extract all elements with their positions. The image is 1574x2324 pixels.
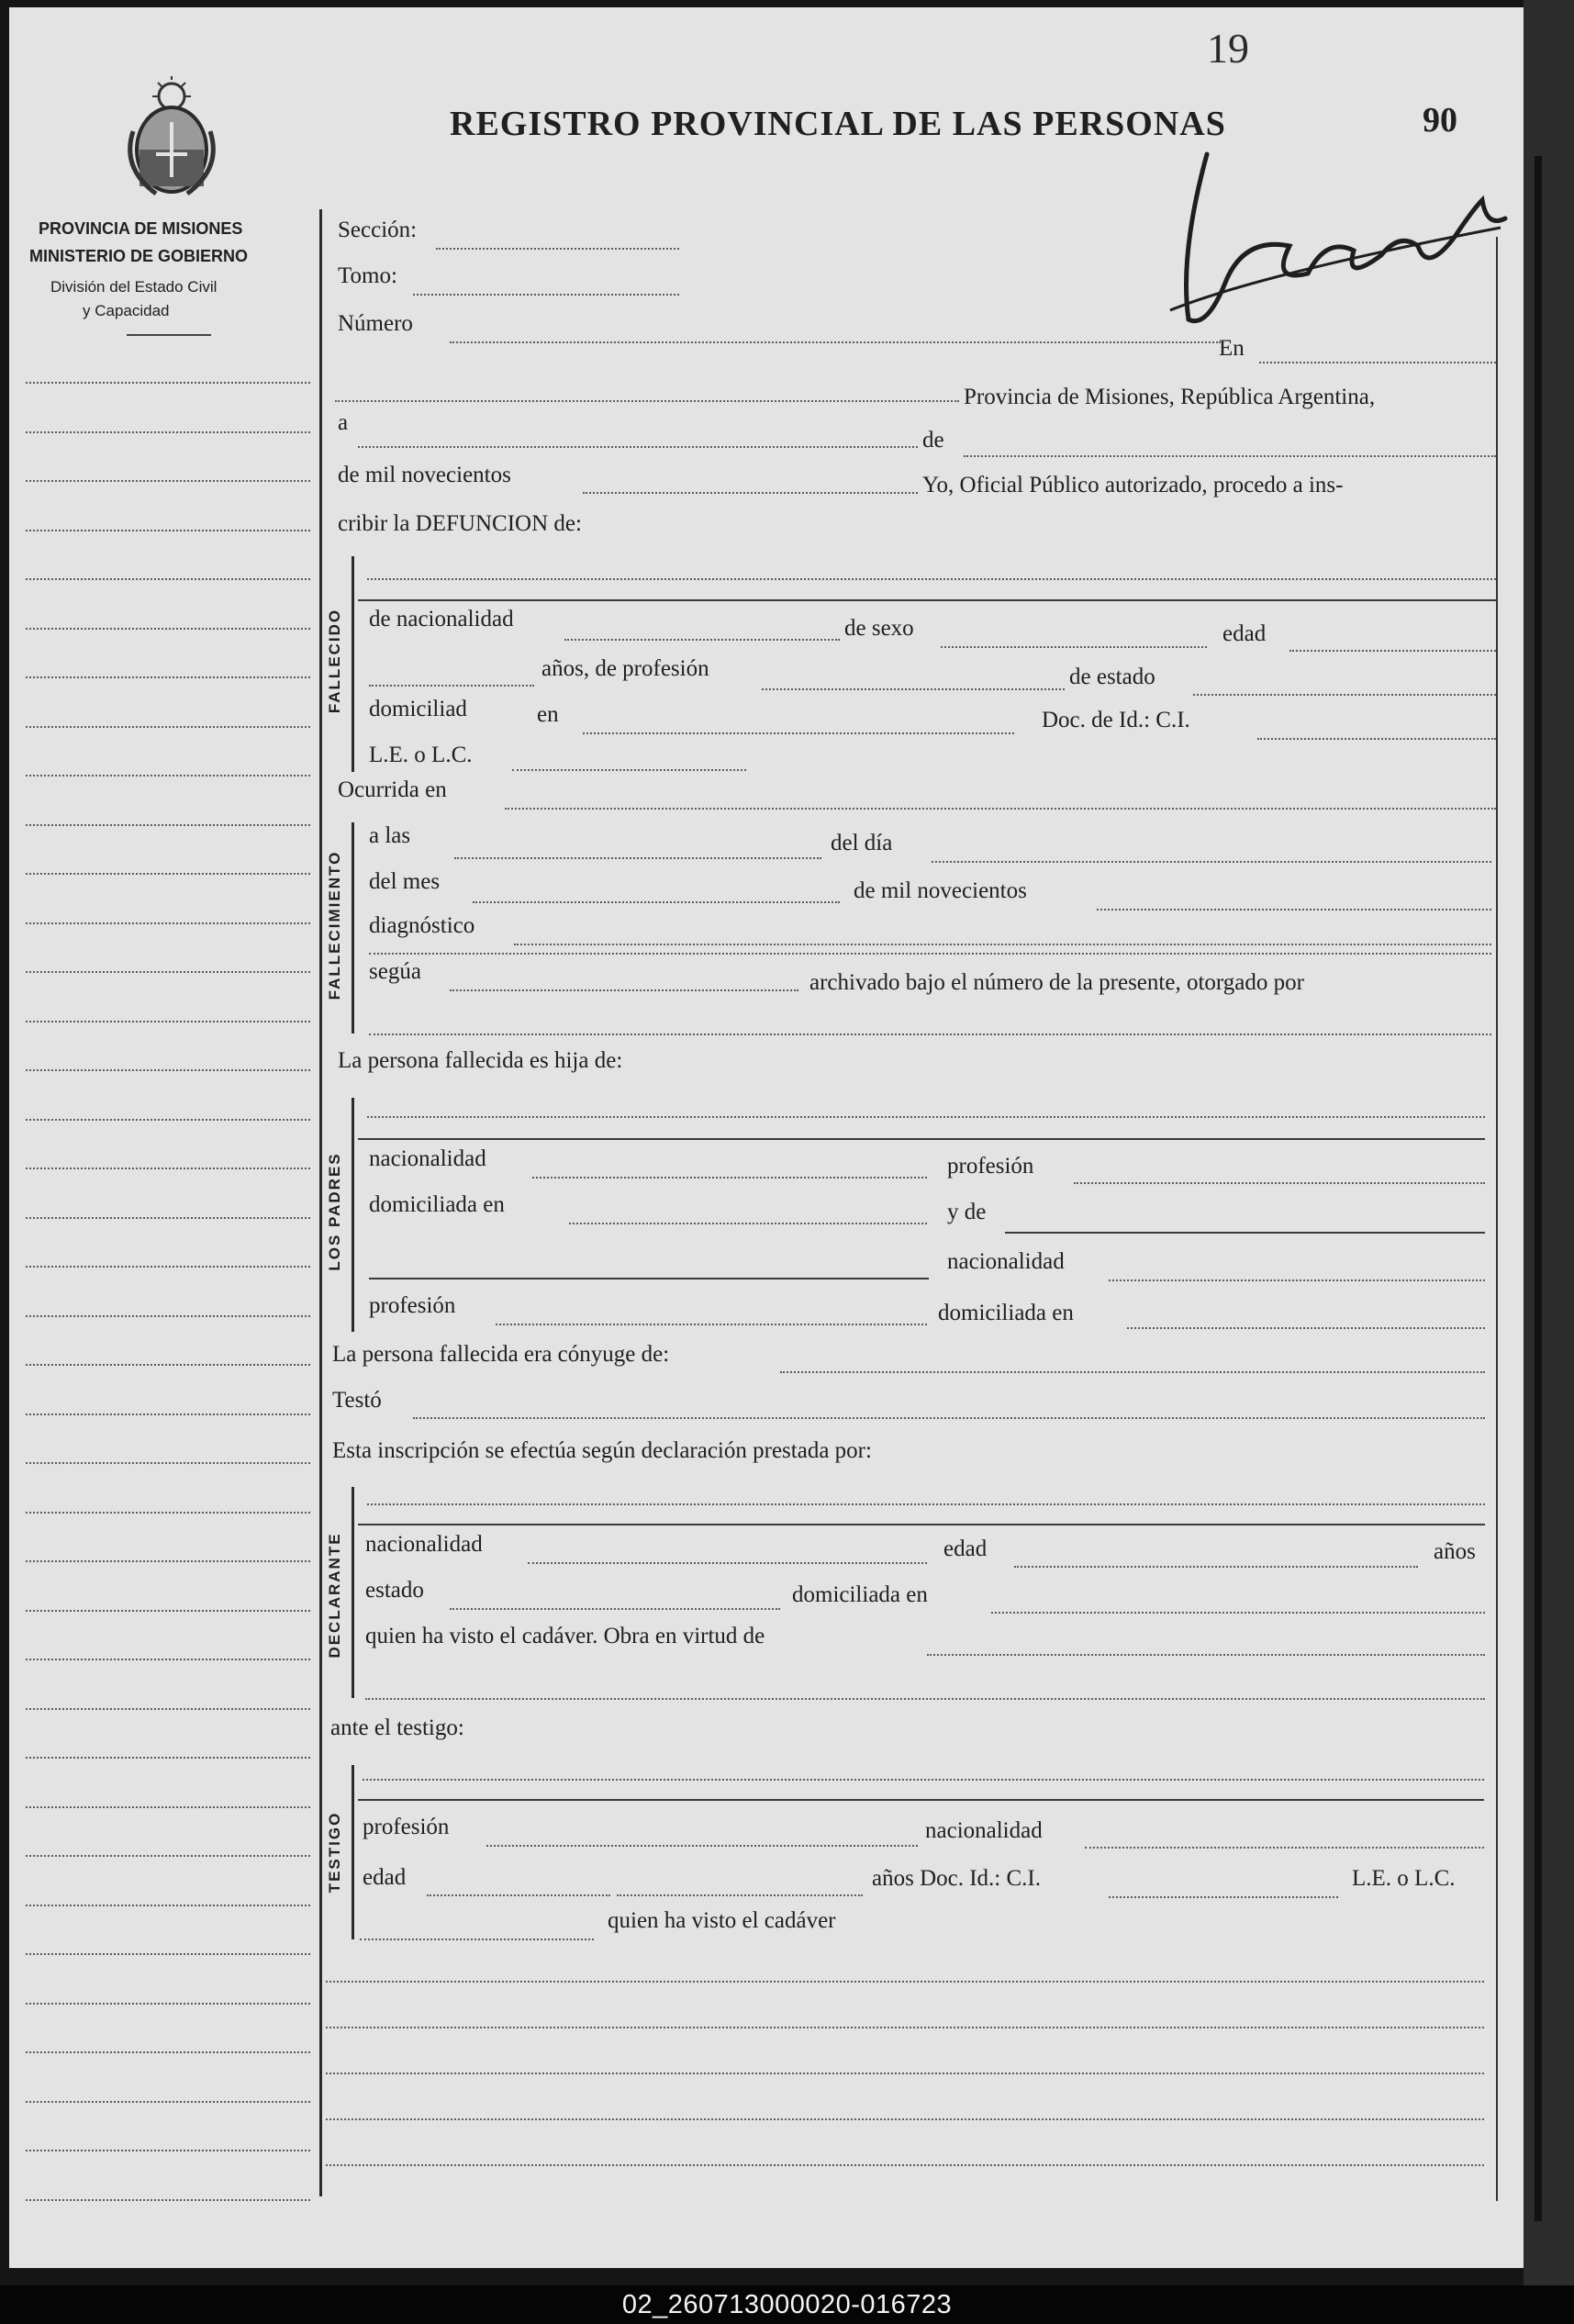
field-declarante-edad[interactable] [1014, 1566, 1418, 1568]
notes-line[interactable] [326, 2073, 1484, 2074]
field-madre-profesion[interactable] [496, 1324, 927, 1325]
label-declarante-edad: edad [943, 1536, 988, 1561]
label-anos-profesion: años, de profesión [541, 656, 709, 681]
coat-of-arms-emblem [119, 76, 225, 205]
label-testigo-le-lc: L.E. o L.C. [1352, 1866, 1456, 1891]
label-estado: de estado [1069, 665, 1155, 689]
notes-line[interactable] [326, 1981, 1484, 1983]
field-location[interactable] [335, 400, 959, 402]
margin-line[interactable] [26, 578, 310, 580]
province-name: PROVINCIA DE MISIONES [39, 219, 243, 238]
field-tomo[interactable] [413, 294, 679, 296]
field-testigo-edad-cont[interactable] [617, 1894, 863, 1896]
ministry-name: MINISTERIO DE GOBIERNO [29, 247, 249, 265]
right-border [1496, 237, 1498, 2201]
field-declarante-domicilio[interactable] [991, 1612, 1485, 1614]
margin-line[interactable] [26, 382, 310, 384]
margin-line[interactable] [26, 775, 310, 777]
margin-line[interactable] [26, 1315, 310, 1317]
margin-line[interactable] [26, 726, 310, 728]
margin-line[interactable] [26, 628, 310, 630]
field-obra-cont[interactable] [365, 1698, 1485, 1700]
bracket-padres [352, 1098, 354, 1332]
label-oficial: Yo, Oficial Público autorizado, procedo a ins- [922, 473, 1344, 497]
field-testigo-edad[interactable] [427, 1894, 610, 1896]
label-en: En [1219, 336, 1245, 361]
margin-line[interactable] [26, 1364, 310, 1366]
field-year[interactable] [583, 492, 918, 494]
margin-line[interactable] [26, 1855, 310, 1857]
field-obra-en-virtud[interactable] [927, 1654, 1485, 1656]
label-conyuge: La persona fallecida era cónyuge de: [332, 1342, 670, 1367]
margin-line[interactable] [26, 1069, 310, 1071]
field-profesion[interactable] [762, 688, 1065, 690]
label-sexo: de sexo [844, 616, 914, 641]
declarante-top-rule [358, 1524, 1485, 1525]
notes-line[interactable] [326, 2027, 1484, 2028]
label-de: de [922, 428, 944, 453]
label-le-lc: L.E. o L.C. [369, 743, 473, 767]
padres-top-rule [358, 1138, 1485, 1140]
label-testigo-nacionalidad: nacionalidad [925, 1818, 1043, 1843]
margin-line[interactable] [26, 530, 310, 531]
field-de[interactable] [964, 455, 1496, 457]
image-id-caption: 02_260713000020-016723 [0, 2285, 1574, 2324]
margin-line[interactable] [26, 1119, 310, 1121]
margin-line[interactable] [26, 676, 310, 678]
margin-line[interactable] [26, 1610, 310, 1612]
handwritten-signature [1152, 145, 1510, 342]
field-edad[interactable] [1289, 650, 1496, 652]
field-mes[interactable] [473, 901, 840, 903]
bracket-fallecido [352, 556, 354, 772]
field-ocurrida-en[interactable] [505, 808, 1496, 810]
label-del-mes: del mes [369, 869, 441, 894]
margin-line[interactable] [26, 873, 310, 875]
margin-line[interactable] [26, 431, 310, 433]
stamp-number: 90 [1423, 101, 1457, 140]
field-testigo-le-lc[interactable] [360, 1939, 594, 1940]
field-sexo[interactable] [941, 646, 1207, 648]
margin-line[interactable] [26, 1560, 310, 1562]
margin-line[interactable] [26, 1905, 310, 1906]
margin-line[interactable] [26, 922, 310, 924]
margin-line[interactable] [26, 1217, 310, 1219]
label-a-las: a las [369, 823, 411, 848]
margin-line[interactable] [26, 2150, 310, 2151]
label-declarante-estado: estado [365, 1578, 424, 1603]
label-madre-profesion: profesión [369, 1293, 456, 1318]
label-declarante-domicilio: domiciliada en [792, 1582, 928, 1607]
label-archivado: archivado bajo el número de la presente, otorgado por [809, 970, 1304, 995]
field-segun[interactable] [450, 989, 798, 991]
field-nacionalidad[interactable] [564, 639, 840, 641]
field-anos[interactable] [369, 685, 534, 687]
label-padre-profesion: profesión [947, 1154, 1034, 1179]
margin-line[interactable] [26, 1757, 310, 1759]
label-seccion: Sección: [338, 218, 418, 242]
label-madre-nacionalidad: nacionalidad [947, 1249, 1065, 1274]
section-fallecimiento: FALLECIMIENTO [326, 850, 343, 1000]
field-madre-name-cont[interactable] [369, 1278, 929, 1279]
field-le-lc[interactable] [512, 769, 746, 771]
field-testigo-ci[interactable] [1109, 1896, 1338, 1898]
field-testigo-nacionalidad[interactable] [1085, 1847, 1484, 1849]
margin-line[interactable] [26, 1806, 310, 1808]
label-de-mil-novecientos: de mil novecientos [338, 463, 511, 487]
field-domicilio[interactable] [583, 732, 1014, 734]
page-number: 19 [1207, 25, 1249, 72]
section-padres: LOS PADRES [326, 1152, 343, 1271]
field-seccion[interactable] [436, 248, 679, 250]
margin-line[interactable] [26, 1708, 310, 1710]
field-hora[interactable] [454, 857, 821, 859]
label-segun: segúa [369, 959, 421, 984]
label-nacionalidad: de nacionalidad [369, 607, 514, 631]
label-testigo-doc: años Doc. Id.: C.I. [872, 1866, 1041, 1891]
field-diagnostico[interactable] [514, 944, 1491, 945]
notes-line[interactable] [326, 2118, 1484, 2120]
margin-line[interactable] [26, 1266, 310, 1268]
margin-line[interactable] [26, 1659, 310, 1660]
field-numero[interactable] [450, 341, 1221, 343]
bracket-testigo [352, 1765, 354, 1939]
margin-line[interactable] [26, 2101, 310, 2103]
margin-line[interactable] [26, 1168, 310, 1169]
margin-line[interactable] [26, 480, 310, 482]
margin-line[interactable] [26, 2003, 310, 2005]
label-doc-id: Doc. de Id.: C.I. [1042, 708, 1190, 732]
field-fallecimiento-year[interactable] [1097, 909, 1491, 911]
notes-line[interactable] [326, 2164, 1484, 2166]
field-padre-domicilio[interactable] [569, 1223, 927, 1224]
field-madre-domicilio[interactable] [1127, 1327, 1485, 1329]
fallecido-top-rule [358, 599, 1496, 601]
field-ci[interactable] [1257, 738, 1496, 740]
margin-line[interactable] [26, 1953, 310, 1955]
field-testo[interactable] [413, 1417, 1485, 1419]
label-declaracion: Esta inscripción se efectúa según declaración prestada por: [332, 1438, 872, 1463]
division-line-1: División del Estado Civil [50, 278, 218, 296]
label-tomo: Tomo: [338, 263, 397, 288]
label-declarante-cadaver: quien ha visto el cadáver. Obra en virtud de [365, 1624, 765, 1648]
margin-line[interactable] [26, 2051, 310, 2053]
label-declarante-anos: años [1434, 1539, 1476, 1564]
field-declarante-nacionalidad[interactable] [528, 1562, 927, 1564]
label-en-domicilio: en [537, 702, 559, 727]
margin-line[interactable] [26, 2199, 310, 2201]
label-edad: edad [1222, 621, 1267, 646]
label-testigo-edad: edad [363, 1865, 407, 1890]
label-fallecimiento-year: de mil novecientos [854, 878, 1027, 903]
margin-line[interactable] [26, 1021, 310, 1022]
label-declarante-nacionalidad: nacionalidad [365, 1532, 483, 1557]
label-madre-domicilio: domiciliada en [938, 1301, 1074, 1325]
bracket-declarante [352, 1487, 354, 1698]
label-padre-domicilio: domiciliada en [369, 1192, 505, 1217]
section-declarante: DECLARANTE [326, 1532, 343, 1659]
margin-line[interactable] [26, 824, 310, 826]
label-provincia: Provincia de Misiones, República Argentina, [964, 385, 1376, 409]
field-fallecido-name[interactable] [367, 578, 1496, 580]
bracket-fallecimiento [352, 822, 354, 1034]
label-ante-testigo: ante el testigo: [330, 1715, 464, 1740]
label-testigo-profesion: profesión [363, 1815, 450, 1839]
label-diagnostico: diagnóstico [369, 913, 475, 938]
label-testigo-cadaver: quien ha visto el cadáver [608, 1908, 836, 1933]
margin-line[interactable] [26, 971, 310, 973]
testigo-top-rule [358, 1799, 1484, 1801]
section-fallecido: FALLECIDO [326, 608, 343, 714]
margin-line[interactable] [26, 1462, 310, 1464]
division-line-2: y Capacidad [83, 302, 170, 319]
field-padre-nacionalidad[interactable] [532, 1177, 927, 1179]
field-dia[interactable] [932, 861, 1491, 863]
label-padre-nacionalidad: nacionalidad [369, 1146, 486, 1171]
form-page [9, 7, 1524, 2268]
field-estado[interactable] [1193, 694, 1496, 696]
field-madre-nacionalidad[interactable] [1109, 1279, 1485, 1281]
field-padre-profesion[interactable] [1074, 1182, 1485, 1184]
label-domiciliad: domiciliad [369, 697, 467, 721]
margin-line[interactable] [26, 1512, 310, 1514]
margin-line[interactable] [26, 1413, 310, 1415]
label-y-de: y de [947, 1200, 987, 1224]
field-en[interactable] [1259, 362, 1496, 363]
book-edge [1524, 0, 1574, 2285]
field-testigo-profesion[interactable] [486, 1845, 918, 1847]
field-conyuge[interactable] [780, 1371, 1485, 1373]
field-declarante-name[interactable] [367, 1503, 1485, 1505]
field-padre-name[interactable] [367, 1116, 1485, 1118]
label-numero: Número [338, 311, 413, 336]
field-testigo-name[interactable] [363, 1779, 1484, 1781]
label-del-dia: del día [831, 831, 893, 855]
field-declarante-estado[interactable] [450, 1608, 780, 1610]
label-testo: Testó [332, 1388, 382, 1413]
division-underline [127, 334, 211, 336]
label-a: a [338, 410, 349, 435]
margin-divider [319, 209, 322, 2196]
field-a[interactable] [358, 446, 918, 448]
label-ocurrida-en: Ocurrida en [338, 777, 447, 802]
field-madre-name[interactable] [1005, 1232, 1485, 1234]
label-inscribir: cribir la DEFUNCION de: [338, 511, 582, 536]
field-otorgado-por[interactable] [369, 1034, 1491, 1035]
field-diagnostico-cont[interactable] [369, 953, 1491, 955]
book-spine-shadow [1535, 156, 1542, 2221]
form-title: REGISTRO PROVINCIAL DE LAS PERSONAS [450, 105, 1226, 143]
section-testigo: TESTIGO [326, 1811, 343, 1894]
label-hija-de: La persona fallecida es hija de: [338, 1048, 623, 1073]
